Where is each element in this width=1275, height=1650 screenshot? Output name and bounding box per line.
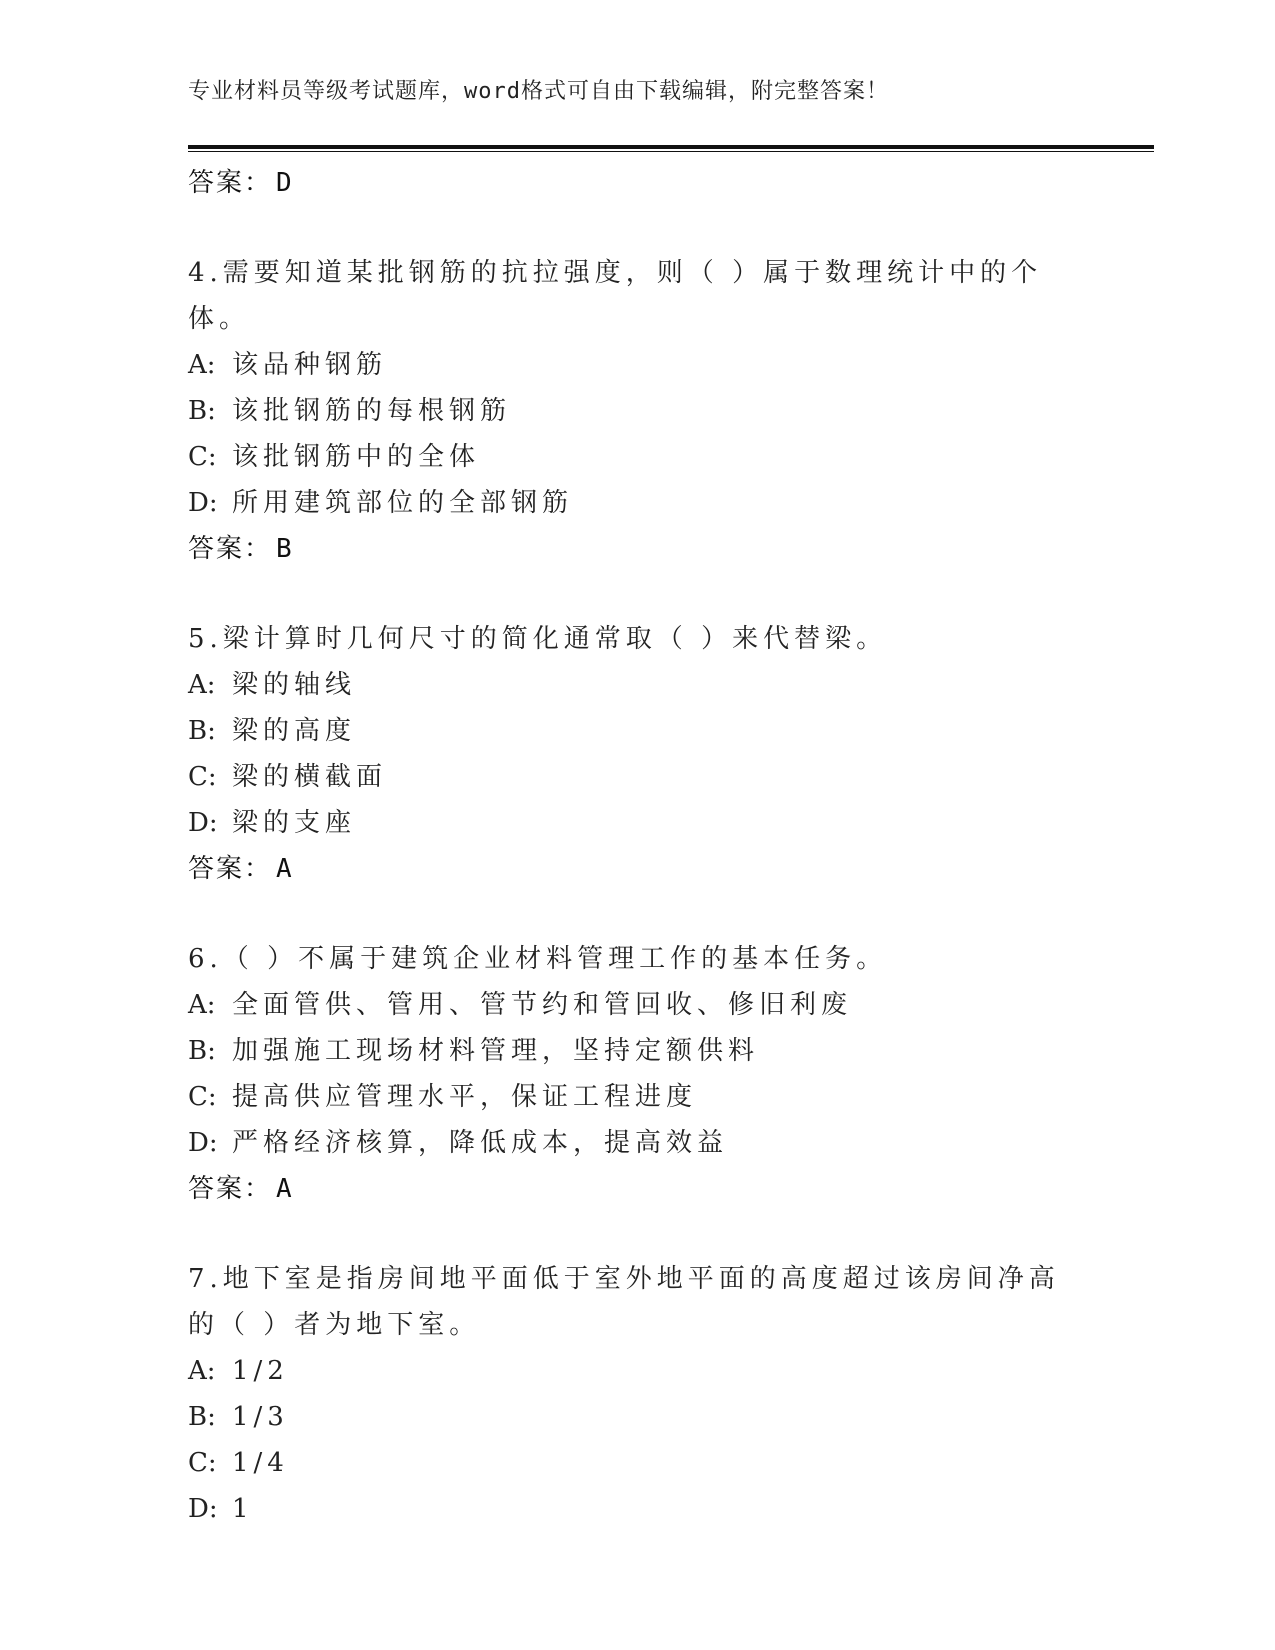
option-letter: D: [188, 1494, 218, 1524]
question-list [188, 160, 1088, 1532]
option-b [188, 388, 1088, 434]
option-letter: C: [188, 1448, 217, 1478]
option-a [188, 342, 1088, 388]
option-text: 梁的轴线 [232, 670, 357, 700]
answer-value: D [276, 168, 292, 198]
answer-line [188, 160, 1088, 206]
question-stem: 4.需要知道某批钢筋的抗拉强度，则（ ）属于数理统计中的个体。 [188, 258, 1043, 334]
option-c [188, 754, 1088, 800]
option-letter: D: [188, 808, 218, 838]
option-letter: A: [188, 990, 216, 1020]
option-text: 梁的横截面 [232, 762, 388, 792]
question-6 [188, 936, 1088, 1212]
question-5 [188, 616, 1088, 892]
question-stem: 5.梁计算时几何尺寸的简化通常取（ ）来代替梁。 [188, 624, 888, 654]
answer-value: A [276, 1174, 292, 1204]
answer-value: A [276, 854, 292, 884]
option-letter: A: [188, 1356, 216, 1386]
option-letter: C: [188, 762, 217, 792]
option-text: 1/4 [232, 1448, 289, 1478]
answer-label: 答案： [188, 168, 273, 198]
option-letter: D: [188, 1128, 218, 1158]
answer-line [188, 846, 1088, 892]
option-text: 所用建筑部位的全部钢筋 [232, 488, 574, 518]
page-header: 专业材料员等级考试题库，word格式可自由下载编辑，附完整答案！ [188, 79, 889, 104]
option-text: 1 [232, 1494, 254, 1524]
option-text: 全面管供、管用、管节约和管回收、修旧利废 [232, 990, 853, 1020]
spacer [188, 892, 1088, 936]
question-4 [188, 250, 1088, 572]
option-text: 1/3 [232, 1402, 289, 1432]
answer-label: 答案： [188, 534, 273, 564]
option-c [188, 434, 1088, 480]
header-rule-thick [188, 145, 1154, 149]
answer-line [188, 1166, 1088, 1212]
option-a [188, 662, 1088, 708]
option-letter: D: [188, 488, 218, 518]
option-text: 严格经济核算，降低成本，提高效益 [232, 1128, 729, 1158]
option-letter: B: [188, 396, 216, 426]
option-text: 1/2 [232, 1356, 289, 1386]
option-b [188, 1394, 1088, 1440]
option-c [188, 1074, 1088, 1120]
option-b [188, 708, 1088, 754]
option-letter: B: [188, 1402, 216, 1432]
option-d [188, 1486, 1088, 1532]
question-stem: 6.（ ）不属于建筑企业材料管理工作的基本任务。 [188, 944, 888, 974]
option-text: 梁的支座 [232, 808, 357, 838]
option-letter: C: [188, 442, 217, 472]
spacer [188, 206, 1088, 250]
spacer [188, 1212, 1088, 1256]
question-7 [188, 1256, 1088, 1532]
option-b [188, 1028, 1088, 1074]
option-text: 该品种钢筋 [232, 350, 388, 380]
question-stem: 7.地下室是指房间地平面低于室外地平面的高度超过该房间净高的（ ）者为地下室。 [188, 1264, 1060, 1340]
option-letter: B: [188, 1036, 216, 1066]
option-letter: A: [188, 350, 216, 380]
option-text: 该批钢筋中的全体 [232, 442, 481, 472]
option-text: 该批钢筋的每根钢筋 [232, 396, 512, 426]
option-c [188, 1440, 1088, 1486]
option-d [188, 800, 1088, 846]
option-a [188, 1348, 1088, 1394]
answer-label: 答案： [188, 854, 273, 884]
option-letter: B: [188, 716, 216, 746]
option-d [188, 480, 1088, 526]
option-letter: A: [188, 670, 216, 700]
option-text: 加强施工现场材料管理，坚持定额供料 [232, 1036, 760, 1066]
option-text: 提高供应管理水平，保证工程进度 [232, 1082, 698, 1112]
header-rule-thin [188, 151, 1154, 152]
option-d [188, 1120, 1088, 1166]
option-text: 梁的高度 [232, 716, 357, 746]
answer-label: 答案： [188, 1174, 273, 1204]
answer-value: B [276, 534, 292, 564]
option-letter: C: [188, 1082, 217, 1112]
option-a [188, 982, 1088, 1028]
answer-line [188, 526, 1088, 572]
spacer [188, 572, 1088, 616]
